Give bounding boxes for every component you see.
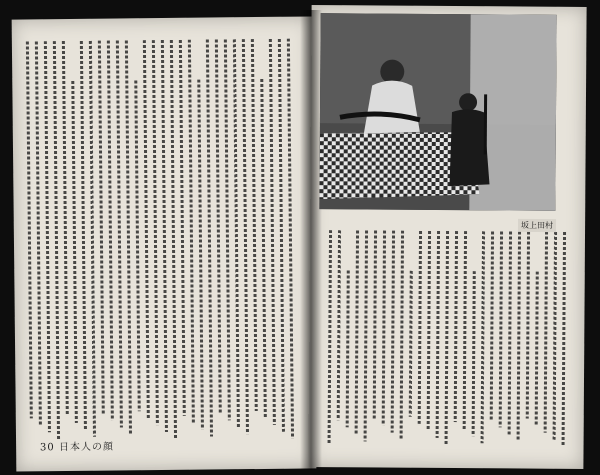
right-text-line: [562, 232, 567, 447]
right-text-line: [400, 231, 404, 440]
right-text-line: [382, 231, 386, 426]
right-text-line: [535, 272, 539, 426]
right-text-line: [553, 232, 557, 440]
right-text-line: [427, 231, 431, 431]
right-text-line: [481, 231, 485, 443]
left-text-columns: [26, 39, 300, 442]
photograph-illustration: [319, 13, 556, 211]
right-text-line: [346, 270, 350, 427]
left-text-line: [44, 41, 51, 432]
left-text-line: [152, 40, 159, 425]
right-text-line: [409, 271, 413, 417]
left-text-line: [179, 40, 186, 416]
page-number: 30: [39, 442, 55, 454]
left-text-line: [197, 80, 204, 430]
photo-caption: 坂上田村: [518, 219, 556, 232]
right-text-line: [355, 230, 359, 434]
right-text-line: [391, 231, 395, 433]
left-text-line: [125, 40, 132, 434]
left-text-line: [233, 39, 240, 427]
left-text-line: [134, 80, 140, 411]
right-text-line: [544, 232, 548, 433]
left-text-line: [260, 79, 267, 418]
right-text-line: [418, 231, 422, 424]
seated-figure-robe: [364, 80, 420, 133]
left-text-line: [62, 41, 69, 416]
seated-figure-head: [380, 60, 404, 84]
right-text-line: [364, 230, 368, 441]
left-page: [12, 16, 317, 471]
left-text-line: [269, 39, 276, 425]
left-text-line: [206, 40, 213, 437]
right-text-line: [463, 231, 467, 429]
inset-photograph: [319, 13, 556, 211]
attendant-staff: [484, 94, 487, 154]
right-text-line: [454, 231, 458, 422]
right-text-line: [526, 232, 530, 419]
right-text-line: [373, 230, 377, 418]
left-text-line: [224, 39, 231, 420]
left-text-line: [242, 39, 249, 434]
left-text-line: [188, 40, 195, 423]
left-text-line: [26, 41, 33, 418]
left-text-line: [35, 41, 42, 425]
right-text-line: [337, 230, 341, 420]
left-text-line: [278, 39, 285, 432]
right-text-line: [499, 231, 503, 427]
left-text-line: [215, 39, 222, 413]
right-text-line: [490, 231, 494, 420]
left-text-line: [107, 41, 114, 421]
left-text-line: [116, 40, 123, 427]
left-text-line: [287, 39, 294, 439]
left-text-line: [251, 39, 258, 411]
attendant-head: [459, 93, 477, 111]
right-text-columns: [321, 230, 572, 447]
right-text-line: [445, 231, 449, 445]
left-text-line: [143, 40, 150, 418]
left-text-line: [53, 41, 60, 439]
right-text-line: [472, 271, 476, 436]
left-text-line: [71, 81, 78, 423]
book-gutter: [300, 10, 322, 470]
right-text-line: [436, 231, 440, 438]
page-footer: [40, 438, 114, 454]
book-title: 日本人の顔: [58, 441, 114, 454]
left-text-line: [89, 41, 96, 437]
right-text-line: [508, 231, 512, 434]
left-text-line: [80, 41, 87, 430]
right-text-line: [328, 230, 332, 443]
right-text-line: [517, 231, 521, 441]
left-text-line: [161, 40, 168, 432]
left-text-line: [170, 40, 177, 439]
left-text-line: [98, 41, 105, 414]
